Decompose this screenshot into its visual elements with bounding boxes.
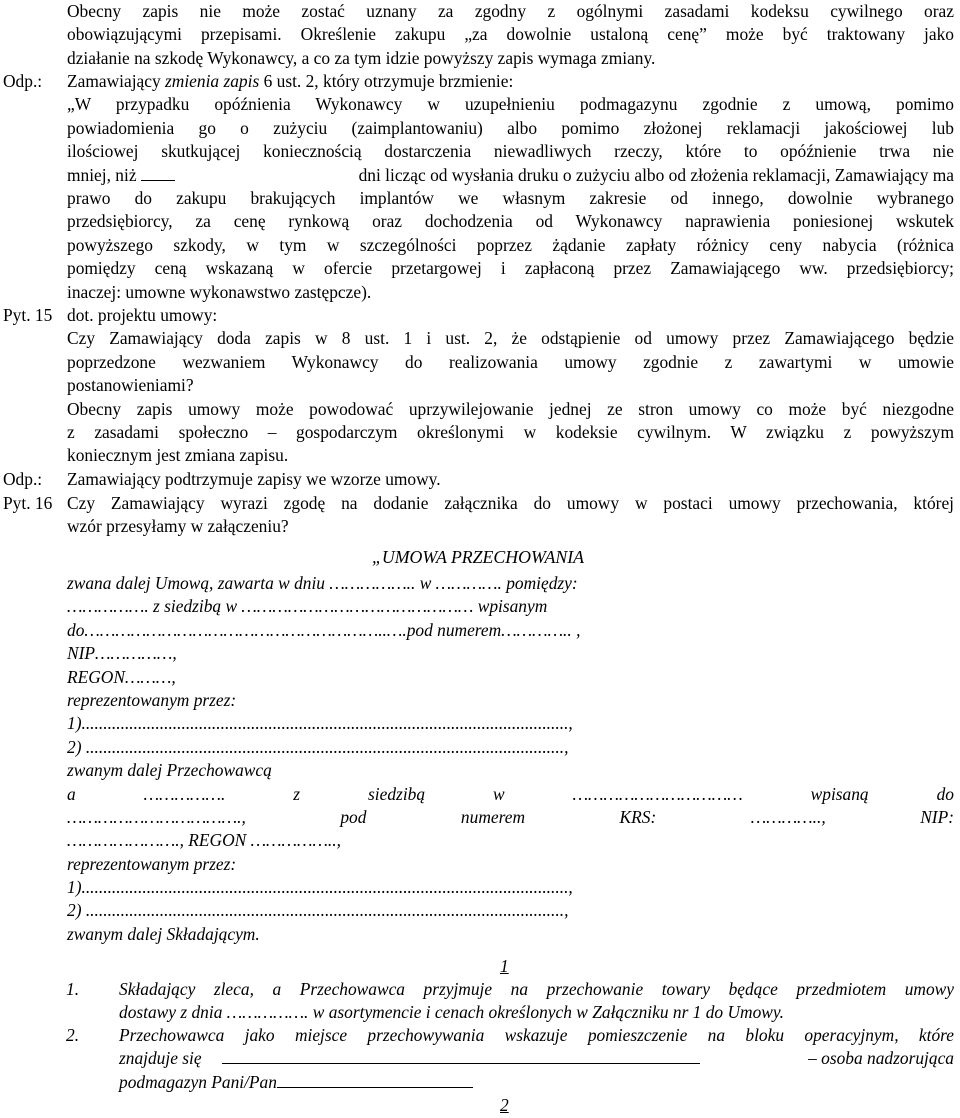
text-line: Zamawiający podtrzymuje zapisy we wzorze umowy. [67,469,441,489]
section-2-heading [500,1094,509,1117]
text-line: koniecznym jest zmiana zapisu. [67,445,289,466]
item-number: 2. [66,1025,80,1045]
text-fragment: mniej, niż [67,164,137,185]
text-line: dot. projektu umowy: [67,305,218,325]
text-line: postanowieniami? [67,375,194,396]
blank-person [277,1072,473,1088]
text-line: Czy Zamawiający wyrazi zgodę na dodanie załącznika do umowy w postaci umowy przechowania, której [67,493,954,513]
item-line: dostawy z dnia ……………. w asortymencie i cenach określonych w Załączniku nr 1 do Umowy. [119,1002,784,1023]
text-line: powyższego szkody, w tym w szczególności poprzez żądanie zapłaty różnicy ceny nabycia (różnica [67,234,954,255]
question-label: Pyt. 16 [3,493,53,513]
contract-line: 1)................................................................................................................, [67,713,573,734]
section-number: 1 [500,956,509,976]
contract-line: zwanym dalej Składającym. [67,923,260,944]
contract-line: ……………………………., pod numerem KRS: ………….., NIP: [67,806,954,827]
text-line: pomiędzy ceną wskazaną w ofercie przetargowej i zapłaconą przez Zamawiającego ww. przedsiębiorcy; [67,258,954,279]
text-line: ilościowej skutkującej koniecznością dostarczenia niewadliwych rzeczy, które to opóźnienie trwa nie [67,141,954,162]
contract-line: zwana dalej Umową, zawarta w dniu …………….. w …………. pomiędzy: [67,573,578,593]
section-number: 2 [500,1095,509,1115]
contract-line: ……………. z siedzibą w ……………………………………… wpisanym [67,596,548,617]
text-line: poprzedzone wezwaniem Wykonawcy do realizowania umowy zgodnie z zawartymi w umowie [67,351,954,372]
text-line: Czy Zamawiający doda zapis w 8 ust. 1 i ust. 2, że odstąpienie od umowy przez Zamawiającego będzie [67,328,954,349]
text-line: Obecny zapis nie może zostać uznany za zgodny z ogólnymi zasadami kodeksu cywilnego oraz [67,1,954,21]
text-fragment: podmagazyn Pani/Pan [119,1071,277,1092]
text-fragment: dni licząc od wysłania druku o zużyciu albo od złożenia reklamacji, Zamawiający ma [358,164,954,185]
text-line: przedsiębiorcy, za cenę rynkową oraz dochodzenia od Wykonawcy naprawienia poniesionej wskutek [67,211,954,232]
contract-line: 2) .............................................................................................................., [67,900,569,921]
contract-line: zwanym dalej Przechowawcą [67,760,272,781]
contract-line: reprezentowanym przez: [67,689,237,710]
blank-location [222,1048,700,1064]
text-line: z zasadami społeczno – gospodarczym określonymi w kodeksie cywilnym. W związku z powyższym [67,421,954,442]
text-line: obowiązującymi przepisami. Określenie zakupu „za dowolnie ustaloną cenę” może być traktowany jako [67,24,954,45]
text-line: prawo do zakupu brakujących implantów we własnym zakresie od innego, dowolnie wybranego [67,187,954,208]
answer-label: Odp.: [3,71,43,91]
section-1-heading [500,955,509,978]
answer-label: Odp.: [3,469,43,489]
text-fragment: znajduje się [119,1048,202,1069]
contract-line: NIP……………, [67,643,177,664]
contract-line: a ……………. z siedzibą w …………………………… wpisaną do [67,783,954,804]
item-line-with-blank [119,1047,954,1070]
item-line: Składający zleca, a Przechowawca przyjmuje na przechowanie towary będące przedmiotem umowy [119,979,954,999]
text-line: działanie na szkodę Wykonawcy, a co za tym idzie powyższy zapis wymaga zmiany. [67,47,656,68]
contract-line: reprezentowanym przez: [67,853,237,874]
text-line: „W przypadku opóźnienia Wykonawcy w uzupełnieniu podmagazynu zgodnie z umową, pomimo [67,94,954,115]
contract-line: REGON………, [67,666,176,687]
text-line: inaczej: umowne wykonawstwo zastępcze). [67,281,372,302]
question-label: Pyt. 15 [3,305,53,325]
text-line: powiadomienia go o zużyciu (zaimplantowaniu) albo pomimo złożonej reklamacji jakościowej lub [67,117,954,138]
contract-line: 2) .............................................................................................................., [67,736,569,757]
contract-line: 1)................................................................................................................, [67,877,573,898]
contract-title: „UMOWA PRZECHOWANIA [372,547,585,567]
blank-days [141,165,175,181]
lead-rest: 6 ust. 2, który otrzymuje brzmienie: [259,71,514,91]
lead-text: Zamawiający [67,71,166,91]
text-fragment: – osoba nadzorująca [808,1048,954,1069]
contract-line: …………………., REGON …………….., [67,830,341,851]
item-line-with-blank [119,1071,954,1094]
text-line: Obecny zapis umowy może powodować uprzywilejowanie jednej ze stron umowy co może być niezgodne [67,398,954,419]
item-number: 1. [66,979,80,999]
item-line: Przechowawca jako miejsce przechowywania wskazuje pomieszczenie na bloku operacyjnym, które [119,1025,954,1045]
text-line-with-blank [67,164,954,187]
lead-italic: zmienia zapis [165,71,260,91]
contract-line: do…………………………………………………..….pod numerem………….. , [67,619,581,640]
answer-lead [67,70,954,93]
text-line: wzór przesyłamy w załączeniu? [67,516,289,537]
